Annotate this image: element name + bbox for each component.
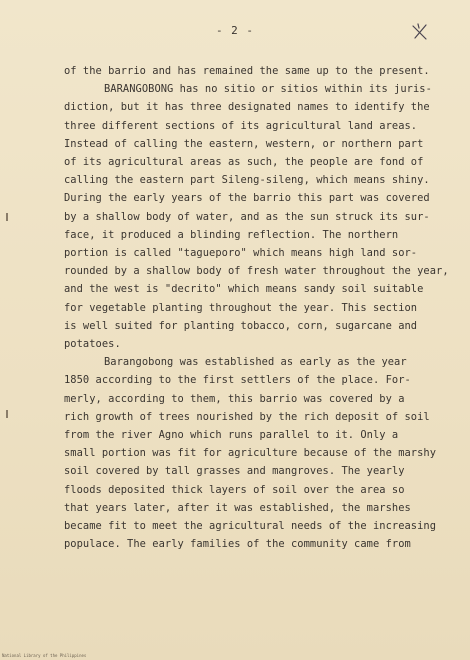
text-line: portion is called "tagueporo" which means high land sor- (64, 247, 418, 260)
text-line: from the river Agno which runs parallel to it. Only a (64, 429, 399, 442)
paragraph (64, 62, 444, 80)
text-line: merly, according to them, this barrio was covered by a (64, 392, 405, 405)
text-line: is well suited for planting tobacco, corn, sugarcane and (64, 319, 418, 332)
margin-mark (6, 213, 8, 221)
text-line: three different sections of its agricultural land areas. (64, 119, 418, 132)
text-line: rich growth of trees nourished by the rich deposit of soil (64, 410, 430, 423)
text-line: calling the eastern part Sileng-sileng, which means shiny. (64, 174, 430, 187)
text-line: rounded by a shallow body of fresh water throughout the year, (64, 265, 449, 278)
body-text (64, 62, 449, 553)
text-line: small portion was fit for agriculture because of the marshy (64, 447, 437, 460)
text-line: 1850 according to the first settlers of the place. For- (64, 374, 411, 387)
text-line: of the barrio and has remained the same up to the present. (64, 65, 430, 77)
text-line: Barangobong was established as early as the year (104, 356, 407, 369)
text-line: became fit to meet the agricultural needs of the increasing (64, 520, 437, 533)
margin-mark (6, 410, 8, 418)
text-line: populace. The early families of the community came from (64, 538, 411, 551)
page-number: - 2 - (215, 24, 255, 37)
text-line: that years later, after it was established, the marshes (64, 501, 411, 514)
paragraph (64, 80, 449, 353)
text-line: floods deposited thick layers of soil over the area so (64, 483, 405, 496)
text-line: Instead of calling the eastern, western, or northern part (64, 137, 424, 150)
text-line: soil covered by tall grasses and mangroves. The yearly (64, 465, 405, 478)
footer-credit: National Library of the Philippines (2, 653, 87, 658)
text-line: for vegetable planting throughout the year. This section (64, 301, 418, 314)
text-line: by a shallow body of water, and as the sun struck its sur- (64, 210, 430, 223)
paragraph (64, 353, 444, 553)
text-line: BARANGOBONG has no sitio or sitios within its juris- (104, 83, 432, 96)
text-line: of its agricultural areas as such, the people are fond of (64, 156, 424, 169)
text-line: face, it produced a blinding reflection. The northern (64, 228, 399, 241)
text-line: diction, but it has three designated names to identify the (64, 101, 430, 114)
text-line: During the early years of the barrio this part was covered (64, 192, 430, 205)
handwritten-check-mark (410, 22, 430, 42)
text-line: and the west is "decrito" which means sandy soil suitable (64, 283, 424, 296)
text-line: potatoes. (64, 338, 121, 351)
